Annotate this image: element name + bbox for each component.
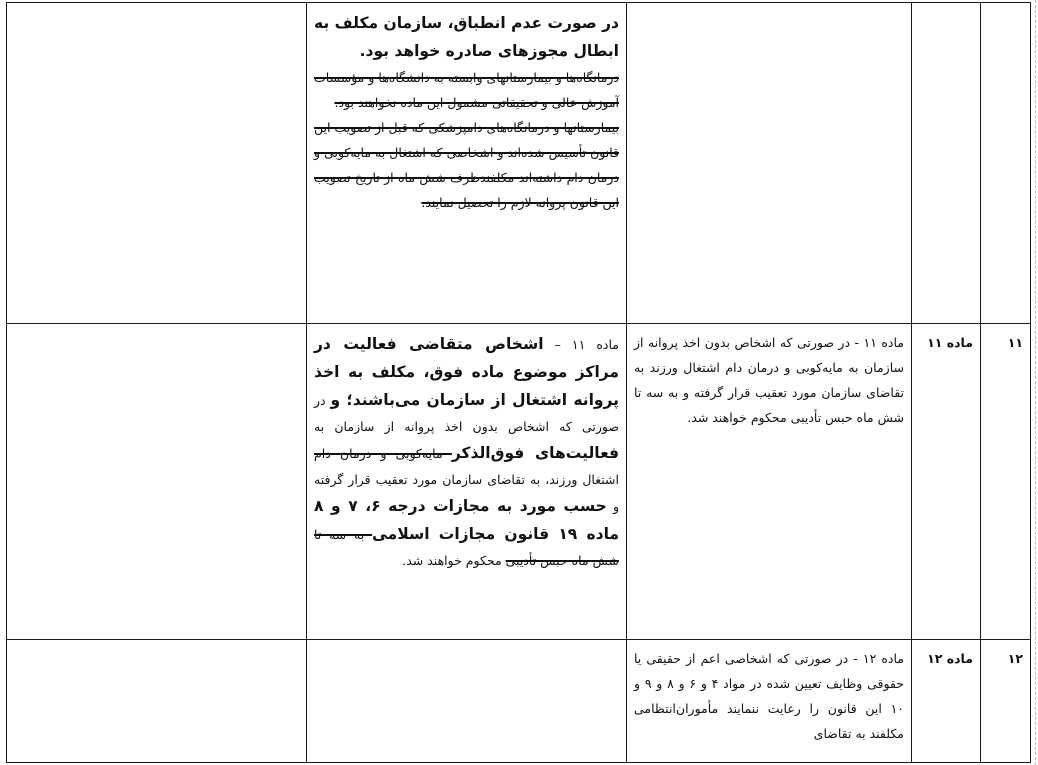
article-cell: ماده ۱۲: [912, 640, 981, 763]
current-law-cell: ماده ۱۱ - در صورتی که اشخاص بدون اخذ پروانه از سازمان به مایه‌کوبی و درمان دام اشتغال ورزند به تقاضای سازمان مورد تعقیب قرار گرفته و به سه تا شش ماه حبس تأدیبی محکوم خواهند شد.: [627, 324, 912, 640]
proposed-paragraph: در صورت عدم انطباق، سازمان مکلف به ابطال مجوزهای صادره خواهد بود.: [314, 14, 619, 60]
row-number-cell: ۱۲: [981, 640, 1031, 763]
proposed-text-cell: [307, 640, 627, 763]
table-row: [7, 640, 1031, 763]
added-text: فعالیت‌های فوق‌الذکر: [451, 444, 619, 462]
notes-cell: [7, 640, 307, 763]
text-span: در صورتی که اشخاص بدون اخذ پروانه از سازمان به: [314, 393, 619, 434]
added-text: اشخاص متقاضی فعالیت در مراکز موضوع ماده فوق، مکلف به اخذ پروانه اشتغال از سازمان می‌باشند؛ و: [314, 335, 620, 409]
notes-cell: [7, 3, 307, 324]
article-prefix: ماده ۱۱ –: [543, 337, 619, 352]
deleted-text: مایه‌کوبی و درمان دام: [314, 446, 452, 461]
proposed-text-cell: [307, 3, 627, 324]
page-edge-line: [1035, 0, 1036, 765]
article-cell: ماده ۱۱: [912, 324, 981, 640]
text-span: اشتغال ورزند، به تقاضای سازمان مورد تعقیب قرار گرفته و: [314, 472, 620, 514]
table-row: [7, 3, 1031, 324]
text-span: محکوم خواهند شد.: [402, 553, 506, 568]
table-row: [7, 324, 1031, 640]
deleted-paragraph: درمانگاه‌ها و بیمارستانهای وابسته به دانشگاه‌ها و مؤسسات آموزش عالی و تحقیقاتی مشمول این ماده نخواهند بود.: [314, 70, 619, 110]
deleted-text: به سه تا شش ماه حبس تأدیبی: [314, 527, 619, 568]
added-text: حسب مورد به مجازات درجه ۶، ۷ و ۸ ماده ۱۹ قانون مجازات اسلامی: [314, 497, 619, 543]
proposed-text-cell: [307, 324, 627, 640]
current-law-cell: [627, 3, 912, 324]
comparison-table: [6, 2, 1031, 763]
deleted-paragraph: بیمارستانها و درمانگاه‌های دامپزشکی که قبل از تصویب این قانون تأسیس شده‌اند و اشخاصی که اشتغال به مایه‌کوبی و درمان دام داشته‌اند مکلفندظرف شش ماه از تاریخ تصویب این قانون پروانه لازم را تحصیل نمایند.: [314, 120, 619, 210]
row-number-cell: [981, 3, 1031, 324]
current-law-cell: ماده ۱۲ - در صورتی که اشخاصی اعم از حقیقی یا حقوقی وظایف تعیین شده در مواد ۴ و ۶ و ۸ و ۹ و ۱۰ این قانون را رعایت ننمایند مأموران‌انتظامی مکلفند به تقاضای: [627, 640, 912, 763]
row-number-cell: ۱۱: [981, 324, 1031, 640]
article-cell: [912, 3, 981, 324]
notes-cell: [7, 324, 307, 640]
